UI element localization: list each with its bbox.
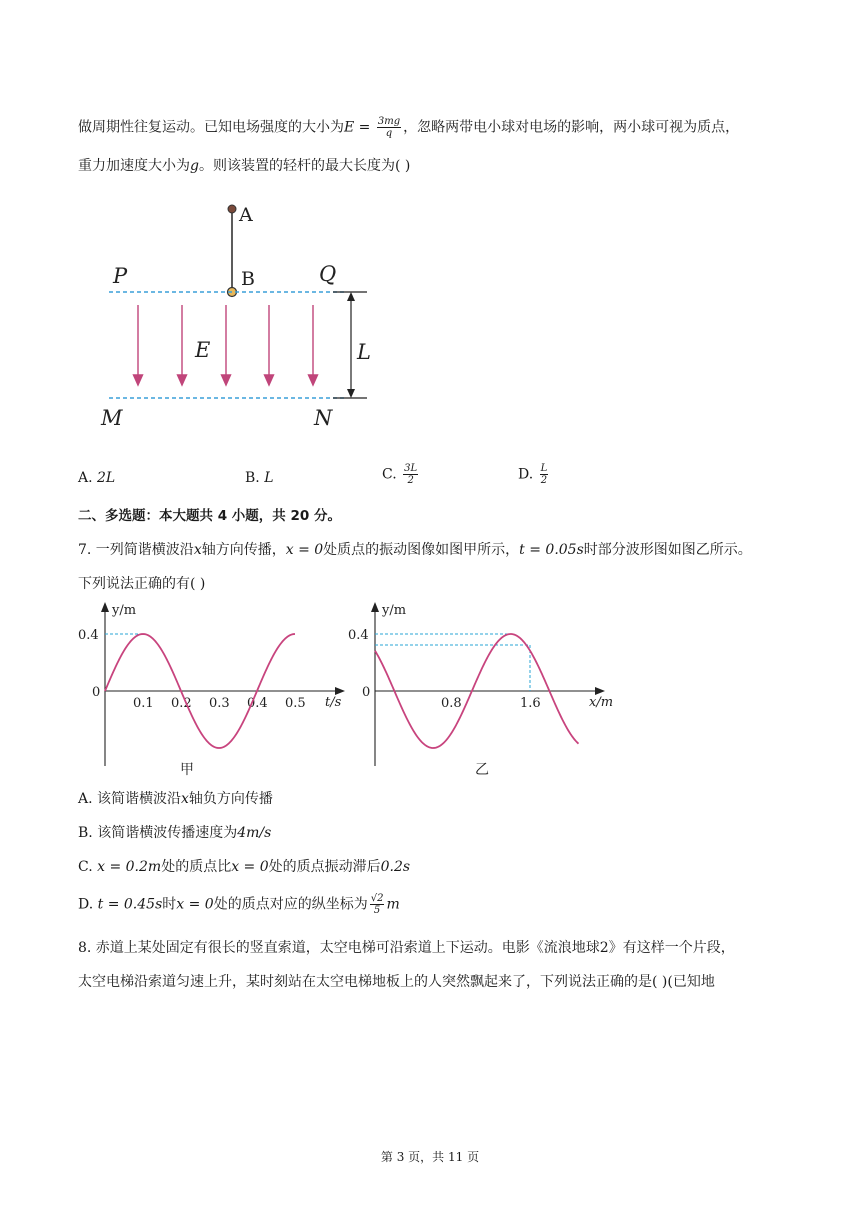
option-text: 时 [162,896,177,913]
x-tick-label: 1.6 [520,696,541,711]
option-text: D. [78,896,98,913]
label-A: A [239,204,253,226]
q7-line-1 [78,540,752,560]
dim-arrow-down [347,389,355,398]
q6-text: ，忽略两带电小球对电场的影响，两小球可视为质点， [403,119,740,136]
q6-fraction-num: 3mg [377,116,401,127]
origin-label: 0 [92,685,101,700]
q8-line-1: 8. 赤道上某处固定有很长的竖直索道，太空电梯可沿索道上下运动。电影《流浪地球2》有这样一个片段， [78,940,735,956]
option-fraction [540,463,549,486]
ball-A [228,205,236,213]
x-axis-label: x/m [589,695,614,710]
x-tick-label: 0.8 [441,696,462,711]
x-axis-arrow [595,687,605,695]
option-math: 0.2s [380,859,411,875]
option-math: 4m/s [237,825,272,841]
option-label: C. [382,466,397,483]
q7-text: 时部分波形图如图乙所示。 [583,542,752,558]
y-axis-label: y/m [382,603,407,618]
q7-graph-yi [340,596,640,781]
dim-arrow-up [347,292,355,301]
x-tick-label: 0.1 [133,696,154,711]
option-text: 处的质点对应的纵坐标为 [213,896,368,913]
q6-electric-field-figure [95,195,385,435]
q6-g-symbol: g [190,158,199,174]
x-axis-label: t/s [325,695,342,710]
option-label: A. [78,470,93,486]
option-label: D. [518,466,534,483]
option-label: B. [245,470,260,486]
q6-text: 重力加速度大小为 [78,158,190,174]
option-text: 处的质点振动滞后 [268,859,381,875]
q6-fraction-den: q [385,128,393,139]
q6-option-B[interactable] [245,467,274,489]
frac-den: 2 [540,475,548,486]
q7-text: 7. 一列简谐横波沿 [78,542,194,558]
option-text: 处的质点比 [161,859,232,875]
option-text: A. 该简谐横波沿 [78,791,182,807]
q6-text: 。则该装置的轻杆的最大长度为( ) [198,158,411,174]
q7-option-B[interactable] [78,823,271,843]
y-axis-arrow [371,602,379,612]
q6-fraction [377,116,401,139]
label-E: E [195,338,211,362]
option-value: L [264,470,274,486]
x-tick-label: 0.3 [209,696,230,711]
label-B: B [241,268,255,290]
y-tick-label: 0.4 [348,628,369,643]
option-math: x = 0 [231,859,269,875]
q7-option-D[interactable] [78,893,400,916]
q6-option-D[interactable] [518,463,550,486]
q7-text: 轴方向传播， [201,542,286,558]
label-P: P [113,264,128,288]
option-fraction [403,463,418,486]
q6-option-A[interactable] [78,467,115,489]
frac-den: 5 [373,905,381,916]
q6-line-2 [78,156,410,176]
x-tick-label: 0.5 [285,696,306,711]
option-value: 2L [97,470,116,486]
frac-num: 3L [404,463,418,474]
frac-num: L [540,463,548,474]
q7-math: t = 0.05s [519,542,584,558]
q8-line-2: 太空电梯沿索道匀速上升，某时刻站在太空电梯地板上的人突然飘起来了，下列说法正确的是( )(已知地 [78,974,715,990]
origin-label: 0 [362,685,371,700]
option-math: x = 0.2m [97,859,162,875]
frac-den: 2 [407,475,414,486]
field-arrows [134,305,318,385]
x-tick-label: 0.2 [171,696,192,711]
section-heading: 二、多选题：本大题共 4 小题，共 20 分。 [78,508,341,524]
page-footer: 第 3 页，共 11 页 [380,1150,480,1164]
option-text: B. 该简谐横波传播速度为 [78,825,238,841]
option-text: C. [78,859,98,875]
q7-math: x [193,542,202,558]
q6-E-symbol: E = [344,119,375,136]
q7-text: 处质点的振动图像如图甲所示， [323,542,520,558]
label-L: L [357,340,371,364]
x-tick-label: 0.4 [247,696,268,711]
frac-num: √2 [370,893,384,904]
option-math: x = 0 [176,896,214,913]
y-tick-label: 0.4 [78,628,99,643]
q7-math: x = 0 [285,542,324,558]
q6-option-C[interactable] [382,463,420,486]
q7-option-A[interactable] [78,789,273,809]
option-math: x [181,791,189,807]
q7-graph-jia [70,596,355,781]
option-math: t = 0.45s [97,896,163,913]
label-N: N [314,406,333,430]
graph-caption: 甲 [180,762,194,778]
option-math: m [386,896,400,913]
y-axis-label: y/m [112,603,137,618]
q6-line-1 [78,116,739,139]
option-fraction [370,893,385,916]
label-M: M [101,406,123,430]
label-Q: Q [319,262,337,286]
q6-text: 做周期性往复运动。已知电场强度的大小为 [78,119,344,136]
option-text: 轴负方向传播 [188,791,273,807]
q7-option-C[interactable] [78,857,410,877]
graph-caption: 乙 [475,762,489,778]
y-axis-arrow [101,602,109,612]
q7-line-2: 下列说法正确的有( ) [78,576,206,592]
